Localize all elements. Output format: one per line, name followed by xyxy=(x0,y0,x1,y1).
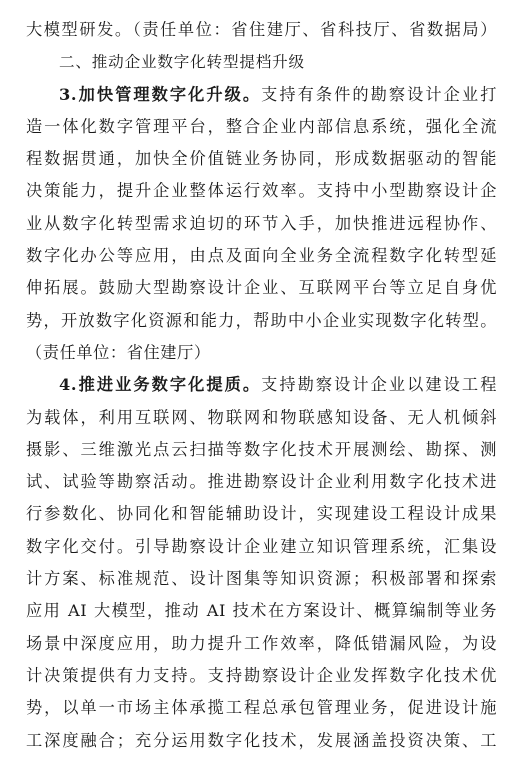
paragraph-line: 工深度融合；充分运用数字化技术，发展涵盖投资决策、工 xyxy=(26,730,497,750)
paragraph-line: 应用 AI 大模型，推动 AI 技术在方案设计、概算编制等业务 xyxy=(26,601,497,621)
paragraph-line: 计决策提供有力支持。支持勘察设计企业发挥数字化技术优 xyxy=(26,665,497,685)
paragraph-line: 程数据贯通，加快全价值链业务协同，形成数据驱动的智能 xyxy=(26,149,497,169)
section-heading: 二、推动企业数字化转型提档升级 xyxy=(59,53,305,72)
paragraph-line: 场景中深度应用，助力提升工作效率，降低错漏风险，为设 xyxy=(26,633,497,653)
paragraph-line: 试、试验等勘察活动。推进勘察设计企业利用数字化技术进 xyxy=(26,472,497,492)
item-4-first-line xyxy=(26,369,497,401)
paragraph-line: 伸拓展。鼓励大型勘察设计企业、互联网平台等立足自身优 xyxy=(26,278,497,298)
item-3-text: 支持有条件的勘察设计企业打 xyxy=(261,84,497,104)
paragraph-line: 造一体化数字管理平台，整合企业内部信息系统，强化全流 xyxy=(26,116,497,136)
item-3-first-line xyxy=(26,79,497,111)
item-3-title: 3.加快管理数字化升级。 xyxy=(59,84,262,104)
paragraph-line: 数字化交付。引导勘察设计企业建立知识管理系统，汇集设 xyxy=(26,536,497,556)
paragraph-line: 决策能力，提升企业整体运行效率。支持中小型勘察设计企 xyxy=(26,181,497,201)
paragraph-line: 大模型研发。（责任单位：省住建厅、省科技厅、省数据局） xyxy=(26,20,497,39)
item-4-text: 支持勘察设计企业以建设工程 xyxy=(261,375,497,395)
paragraph-line: 行参数化、协同化和智能辅助设计，实现建设工程设计成果 xyxy=(26,504,497,524)
paragraph-line: 为载体，利用互联网、物联网和物联感知设备、无人机倾斜 xyxy=(26,407,497,427)
paragraph-line: 业从数字化转型需求迫切的环节入手，加快推进远程协作、 xyxy=(26,213,497,233)
item-4-title: 4.推进业务数字化提质。 xyxy=(59,375,262,395)
paragraph-line: 势，以单一市场主体承揽工程总承包管理业务，促进设计施 xyxy=(26,698,497,718)
paragraph-line: 数字化办公等应用，由点及面向全业务全流程数字化转型延 xyxy=(26,246,497,266)
paragraph-line: 计方案、标准规范、设计图集等知识资源；积极部署和探索 xyxy=(26,569,497,589)
paragraph-line: 摄影、三维激光点云扫描等数字化技术开展测绘、勘探、测 xyxy=(26,439,497,459)
responsibility-note: （责任单位：省住建厅） xyxy=(26,342,211,362)
paragraph-line: 势，开放数字化资源和能力，帮助中小企业实现数字化转型。 xyxy=(26,310,497,330)
